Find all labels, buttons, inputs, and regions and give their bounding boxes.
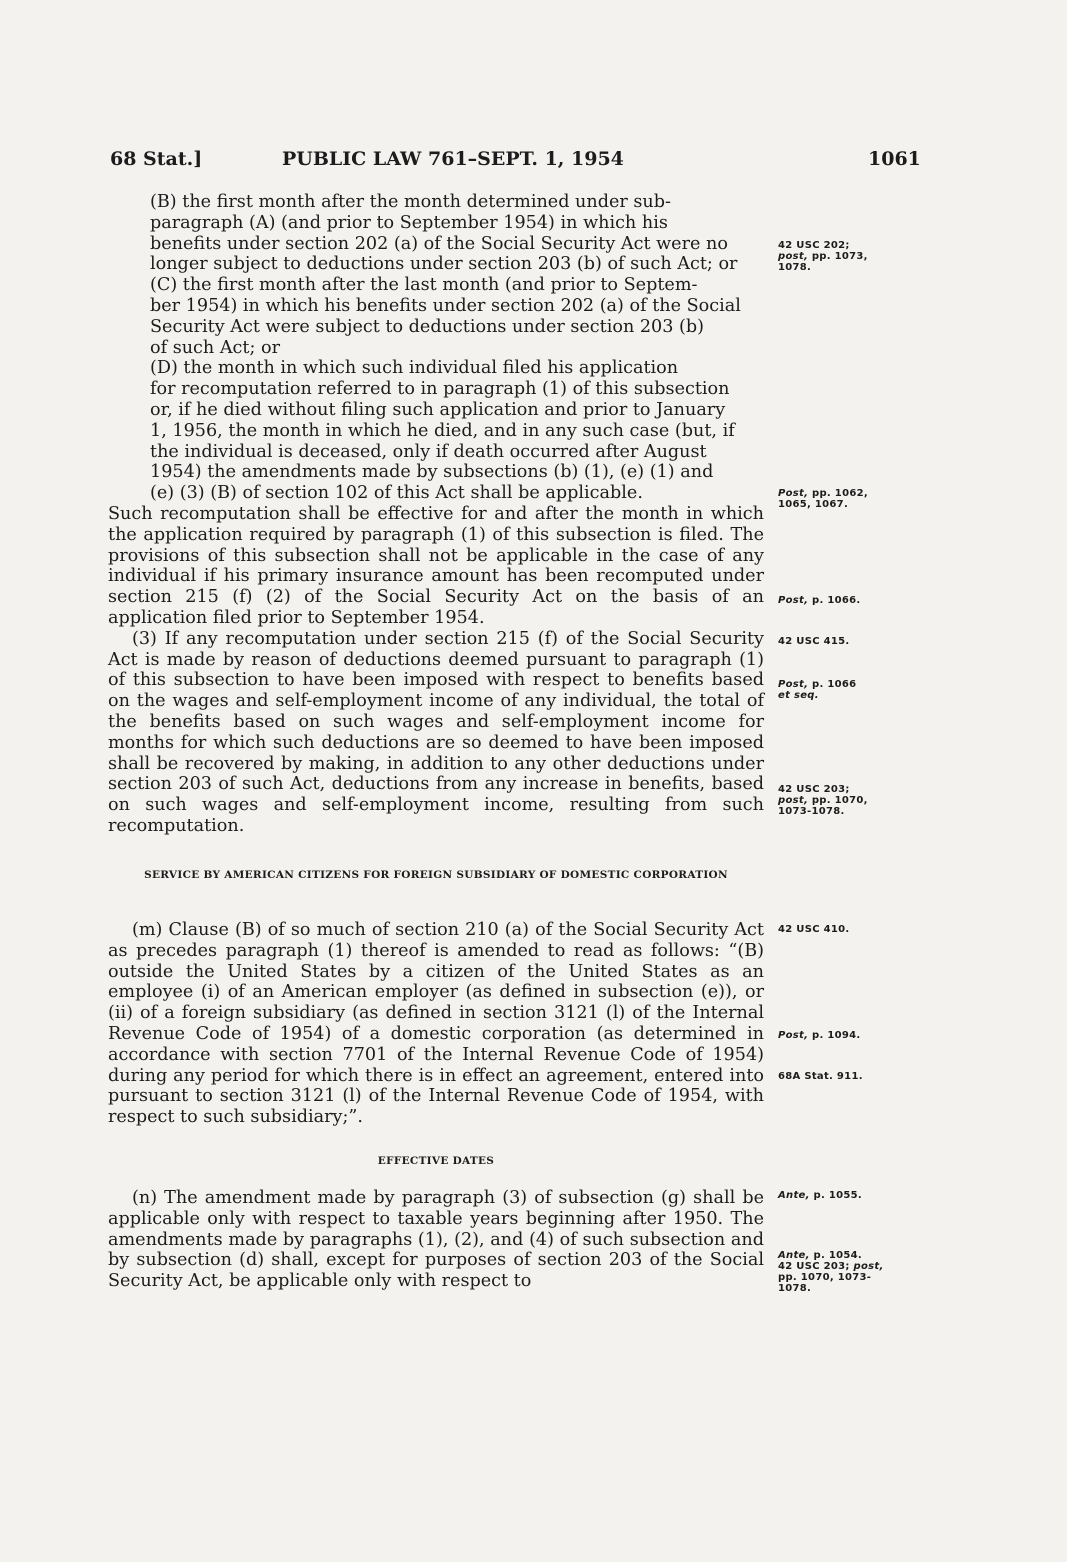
margin-note-5: Post, p. 1066 et seq. [778,679,857,701]
running-head-volume: 68 Stat.] [110,148,203,170]
paragraph-m-block [108,920,764,1128]
margin-note-10: Ante, p. 1055. [778,1190,862,1201]
clause-c: (C) the first month after the last month (and prior to Septem- ber 1954) in which his benefits under section 202 (a) of the Social Security Act were subject to deductions under section 203 (b) of such Act; or [150,275,741,358]
clause-d: (D) the month in which such individual filed his application for recomputation referred to in paragraph (1) of this subsection or, if he died without filing such application and prior to January 1, 1956, the month in which he died, and in any such case (but, if the individual is deceased, only if death occurred after August 1954) the amendments made by subsections (b) (1), (e) (1) and (e) (3) (B) of section 102 of this Act shall be applicable. [150,358,735,504]
paragraph-m: (m) Clause (B) of so much of section 210 (a) of the Social Security Act as precedes paragraph (1) thereof is amended to read as follows: “(B) outside the United States by a citizen of the United States as an employee (i) of an American employer (as defined in subsection (e)), or (ii) of a foreign subsidiary (as defined in section 3121 (l) of the Internal Revenue Code of 1954) of a domestic corporation (as determined in accordance with section 7701 of the Internal Revenue Code of 1954) during any period for which there is in effect an agreement, entered into pursuant to section 3121 (l) of the Internal Revenue Code of 1954, with respect to such subsidiary;”. [108,920,764,1128]
paragraph-recomputation-effective: Such recomputation shall be effective for and after the month in which the application required by paragraph (1) of this subsection is filed. The provisions of this subsection shall not be applicable in the case of any individual if his primary insurance amount has been recomputed under section 215 (f) (2) of the Social Security Act on the basis of an application filed prior to September 1954. [108,503,764,628]
running-head-title: PUBLIC LAW 761–SEPT. 1, 1954 [282,148,624,170]
paragraph-3: (3) If any recomputation under section 215 (f) of the Social Security Act is made by reason of deductions deemed pursuant to paragraph (1) of this subsection to have been imposed with respect to benefits based on the wages and self-employment income of any individual, the total of the benefits based on such wages and self-employment income for months for which such deductions are so deemed to have been imposed shall be recovered by making, in addition to any other deductions under section 203 of such Act, deductions from any increase in benefits, based on such wages and self-employment income, resulting from such recomputation. [108,628,764,836]
margin-note-6: 42 USC 203; post, pp. 1070, 1073-1078. [778,784,868,817]
main-text-block [108,192,764,837]
margin-note-4: 42 USC 415. [778,636,850,647]
margin-note-2: Post, pp. 1062, 1065, 1067. [778,488,868,510]
section-heading-service: SERVICE BY AMERICAN CITIZENS FOR FOREIGN SUBSIDIARY OF DOMESTIC CORPORATION [144,869,728,881]
margin-note-9: 68A Stat. 911. [778,1071,863,1082]
paragraph-n: (n) The amendment made by paragraph (3) of subsection (g) shall be applicable only with respect to taxable years beginning after 1950. The amendments made by paragraphs (1), (2), and (4) of such subsection and by subsection (d) shall, except for purposes of section 203 of the Social Security Act, be applicable only with respect to [108,1188,764,1292]
margin-note-11: Ante, p. 1054. 42 USC 203; post, pp. 1070, 1073- 1078. [778,1250,884,1294]
margin-note-3: Post, p. 1066. [778,595,861,606]
margin-note-7: 42 USC 410. [778,924,850,935]
margin-note-1: 42 USC 202; post, pp. 1073, 1078. [778,240,868,273]
margin-note-8: Post, p. 1094. [778,1030,861,1041]
clause-b: (B) the first month after the month determined under sub- paragraph (A) (and prior to September 1954) in which his benefits under section 202 (a) of the Social Security Act were no longer subject to deductions under section 203 (b) of such Act; or [150,192,738,275]
page-number: 1061 [868,148,921,170]
section-heading-effective-dates: EFFECTIVE DATES [377,1155,495,1167]
paragraph-n-block [108,1188,764,1292]
